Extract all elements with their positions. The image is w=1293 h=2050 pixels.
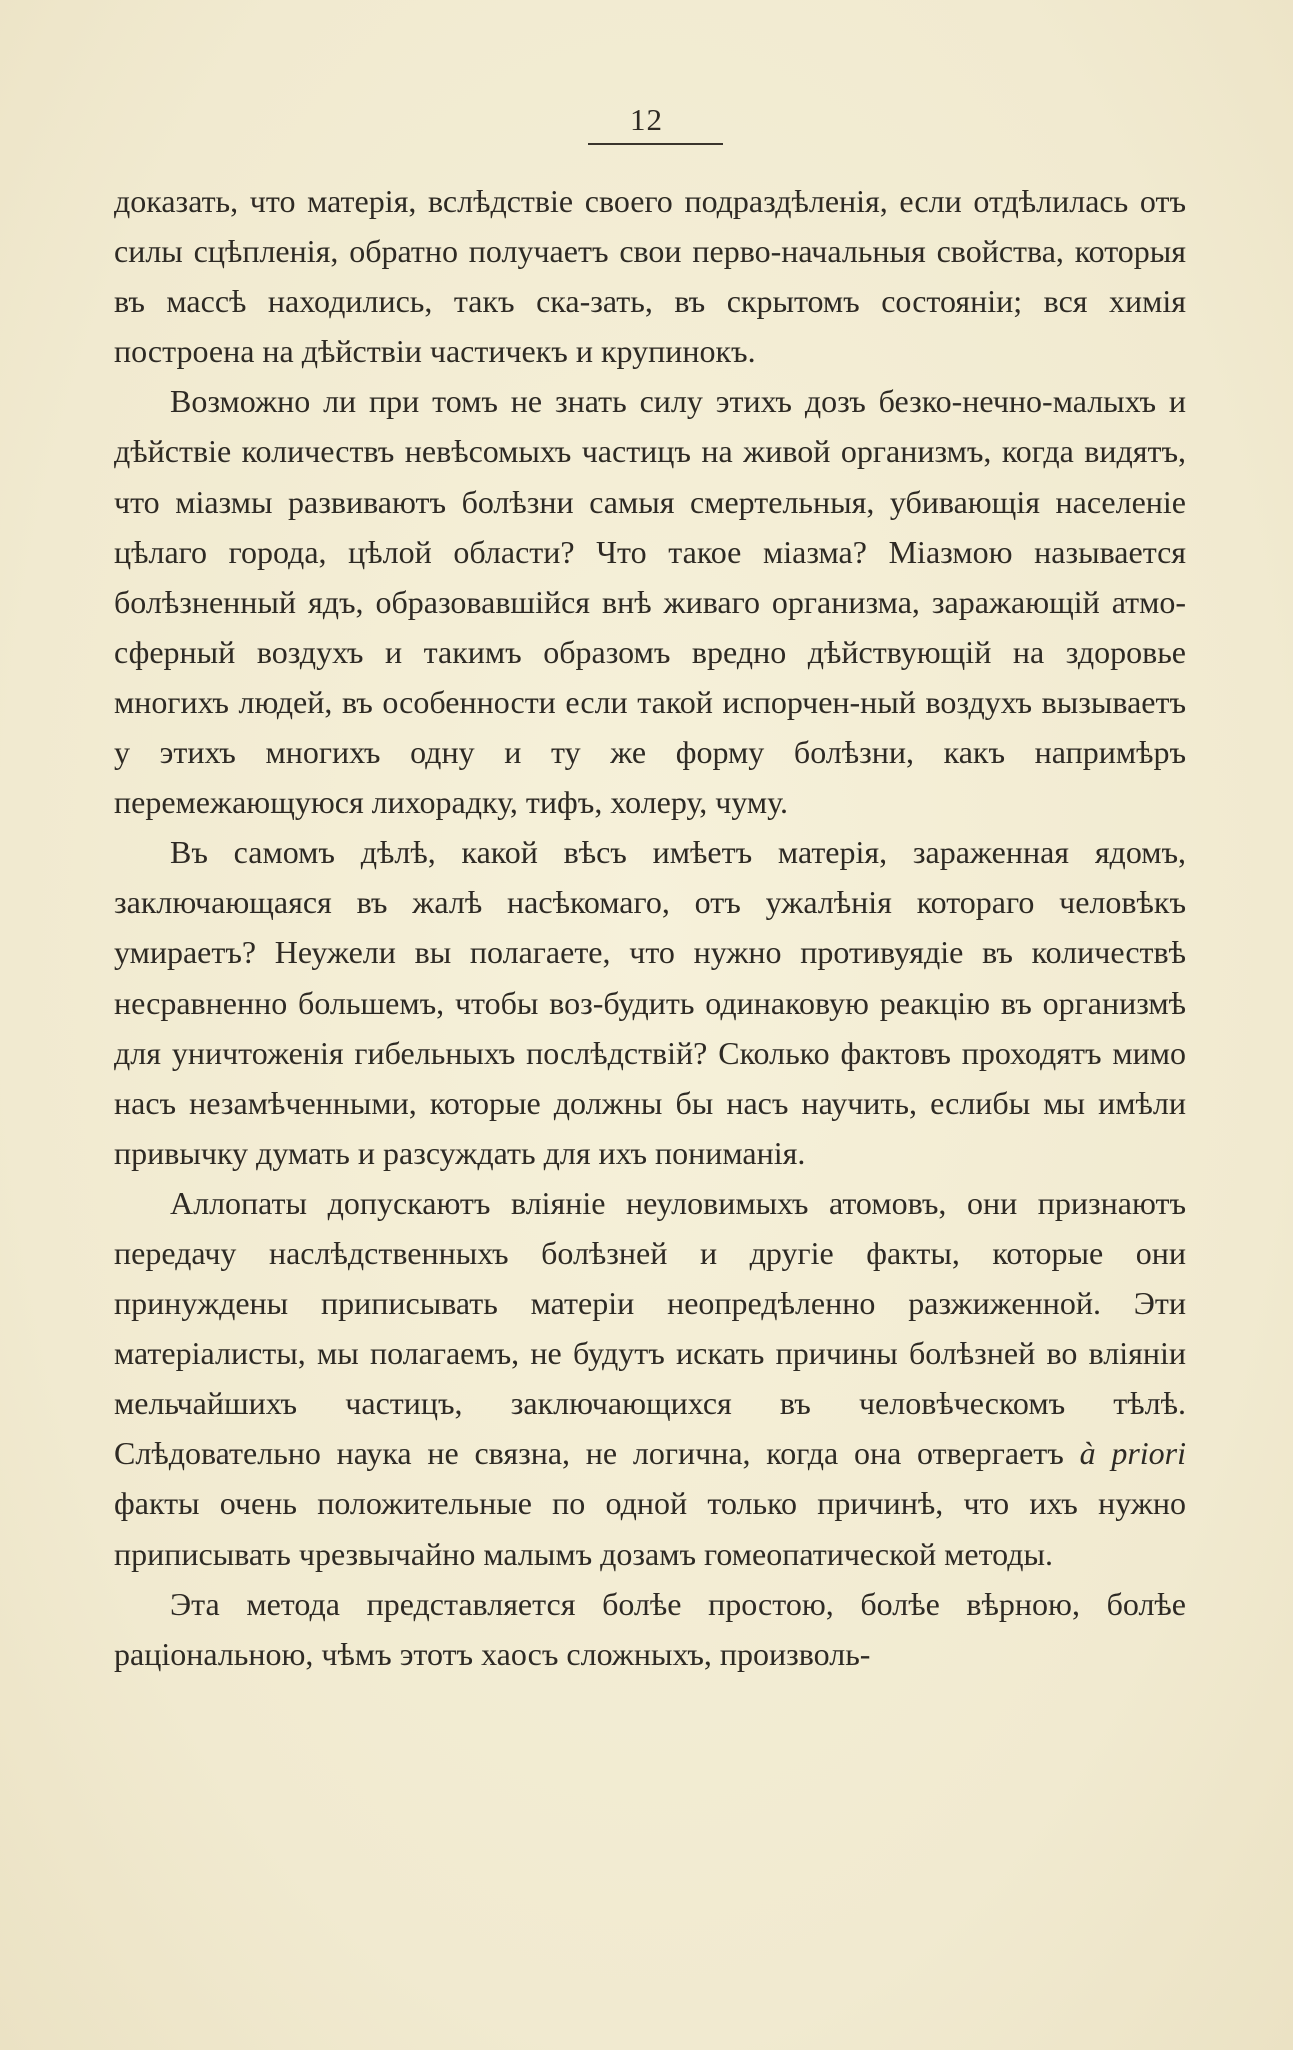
paragraph-continued: доказать, что матерія, вслѣдствіе своего подраздѣленія, если отдѣлилась отъ силы сцѣпленія, обратно получаетъ свои перво-начальныя свойства, которыя въ массѣ находились, такъ ска-зать, въ скрытомъ состояніи; вся химія построена на дѣйствіи частичекъ и крупинокъ.	[114, 183, 1186, 370]
body-text	[114, 176, 1186, 1679]
italic-a-priori: à priori	[1079, 1435, 1187, 1472]
paragraph-insect-sting: Въ самомъ дѣлѣ, какой вѣсъ имѣетъ матерія, зараженная ядомъ, заключающаяся въ жалѣ насѣкомаго, отъ ужалѣнія котораго человѣкъ умираетъ? Неужели вы полагаете, что нужно противуядіе въ количествѣ несравненно большемъ, чтобы воз-будить одинаковую реакцію въ организмѣ для уничтоженія гибельныхъ послѣдствій? Сколько фактовъ проходятъ мимо насъ незамѣченными, которые должны бы насъ научить, еслибы мы имѣли привычку думать и разсуждать для ихъ пониманія.	[114, 834, 1186, 1171]
paragraph-allopaths	[114, 1178, 1186, 1579]
page-number: 12	[630, 102, 663, 137]
paragraph-allopaths-part1: Аллопаты допускаютъ вліяніе неуловимыхъ атомовъ, они признаютъ передачу наслѣдственныхъ болѣзней и другіе факты, которые они принуждены приписывать матеріи неопредѣленно разжиженной. Эти матеріалисты, мы полагаемъ, не будутъ искать причины болѣзней во вліяніи мельчайшихъ частицъ, заключающихся въ человѣческомъ тѣлѣ. Слѣдовательно наука не связна, не логична, когда она отвергаетъ	[114, 1184, 1186, 1472]
paragraph-method: Эта метода представляется болѣе простою, болѣе вѣрною, болѣе раціональною, чѣмъ этотъ хаосъ сложныхъ, произволь-	[114, 1585, 1186, 1672]
header-rule	[588, 143, 723, 145]
paragraph-miasma: Возможно ли при томъ не знать силу этихъ дозъ безко-нечно-малыхъ и дѣйствіе количествъ невѣсомыхъ частицъ на живой организмъ, когда видятъ, что міазмы развиваютъ болѣзни самыя смертельныя, убивающія населеніе цѣлаго города, цѣлой области? Что такое міазма? Міазмою называется болѣзненный ядъ, образовавшійся внѣ живаго организма, заражающій атмо-сферный воздухъ и такимъ образомъ вредно дѣйствующій на здоровье многихъ людей, въ особенности если такой испорчен-ный воздухъ вызываетъ у этихъ многихъ одну и ту же форму болѣзни, какъ напримѣръ перемежающуюся лихорадку, тифъ, холеру, чуму.	[114, 383, 1186, 821]
paragraph-allopaths-part2: факты очень положительные по одной только причинѣ, что ихъ нужно приписывать чрезвычайно малымъ дозамъ гомеопатической методы.	[114, 1485, 1186, 1572]
